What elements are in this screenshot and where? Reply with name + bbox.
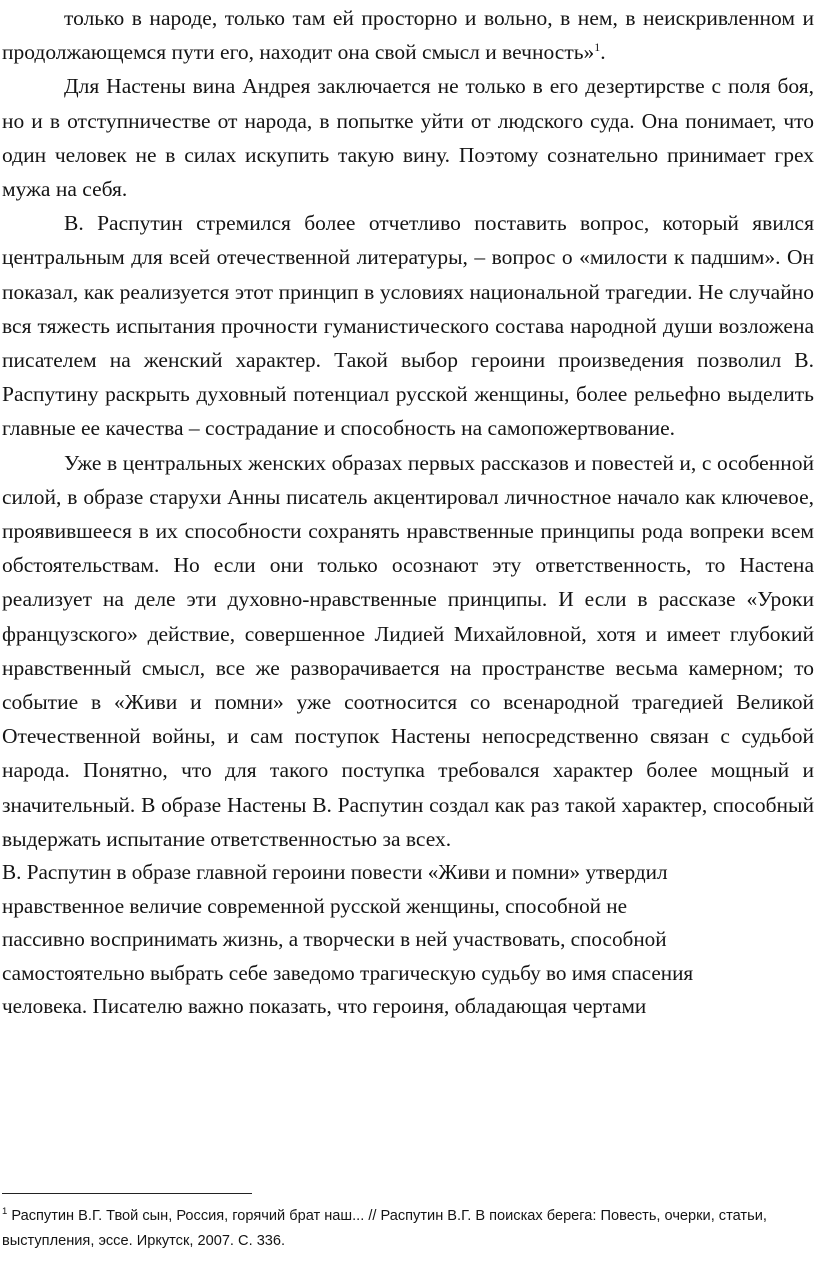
paragraph: Уже в центральных женских образах первых рассказов и повестей и, с особенной силой, в образе старухи Анны писатель акцентировал личностное начало как ключевое, проявившееся в их способности сохранять нравственные принципы рода вопреки всем обстоятельствам. Но если они только осознают эту ответственность, то Настена реализует на деле эти духовно-нравственные принципы. И если в рассказе «Уроки французского» действие, совершенное Лидией Михайловной, хотя и имеет глубокий нравственный смысл, все же разворачивается на пространстве весьма камерном; то событие в «Живи и помни» уже соотносится со всенародной трагедией Великой Отечественной войны, и сам поступок Настены непосредственно связан с судьбой народа. Понятно, что для такого поступка требовался характер более мощный и значительный. В образе Настены В. Распутин создал как раз такой характер, способный выдержать испытание ответственностью за всех. xyxy=(2,450,814,851)
text-line: самостоятельно выбрать себе заведомо трагическую судьбу во имя спасения xyxy=(2,960,694,985)
paragraph-continuation xyxy=(2,0,814,69)
paragraph-end-punctuation: . xyxy=(600,40,606,65)
text-line: В. Распутин в образе главной героини повести «Живи и помни» утвердил xyxy=(2,860,668,885)
body-text xyxy=(2,0,814,1024)
footnote-number: 1 xyxy=(2,1206,8,1218)
paragraph-text: только в народе, только там ей просторно и вольно, в нем, в неискривленном и продолжающемся пути его, находит она свой смысл и вечность» xyxy=(2,6,814,65)
footnote xyxy=(2,1204,814,1254)
text-line: человека. Писателю важно показать, что героиня, обладающая чертами xyxy=(2,994,647,1019)
text-line: пассивно воспринимать жизнь, а творчески в ней участвовать, способной xyxy=(2,927,667,952)
footnote-text: Распутин В.Г. Твой сын, Россия, горячий брат наш... // Распутин В.Г. В поисках берега: Повесть, очерки, статьи, выступления, эссе. Иркутск, 2007. С. 336. xyxy=(2,1208,767,1249)
footnote-separator xyxy=(2,1193,252,1194)
paragraph: Для Настены вина Андрея заключается не только в его дезертирстве с поля боя, но и в отступничестве от народа, в попытке уйти от людского суда. Она понимает, что один человек не в силах искупить такую вину. Поэтому сознательно принимает грех мужа на себя. xyxy=(2,74,814,202)
paragraph-unjustified xyxy=(2,856,814,1024)
paragraph: В. Распутин стремился более отчетливо поставить вопрос, который явился центральным для всей отечественной литературы, – вопрос о «милости к падшим». Он показал, как реализуется этот принцип в условиях национальной трагедии. Не случайно вся тяжесть испытания прочности гуманистического состава народной души возложена писателем на женский характер. Такой выбор героини произведения позволил В. Распутину раскрыть духовный потенциал русской женщины, более рельефно выделить главные ее качества – сострадание и способность на самопожертвование. xyxy=(2,211,814,441)
footnote-reference: 1 xyxy=(594,40,601,55)
text-line: нравственное величие современной русской женщины, способной не xyxy=(2,893,628,918)
